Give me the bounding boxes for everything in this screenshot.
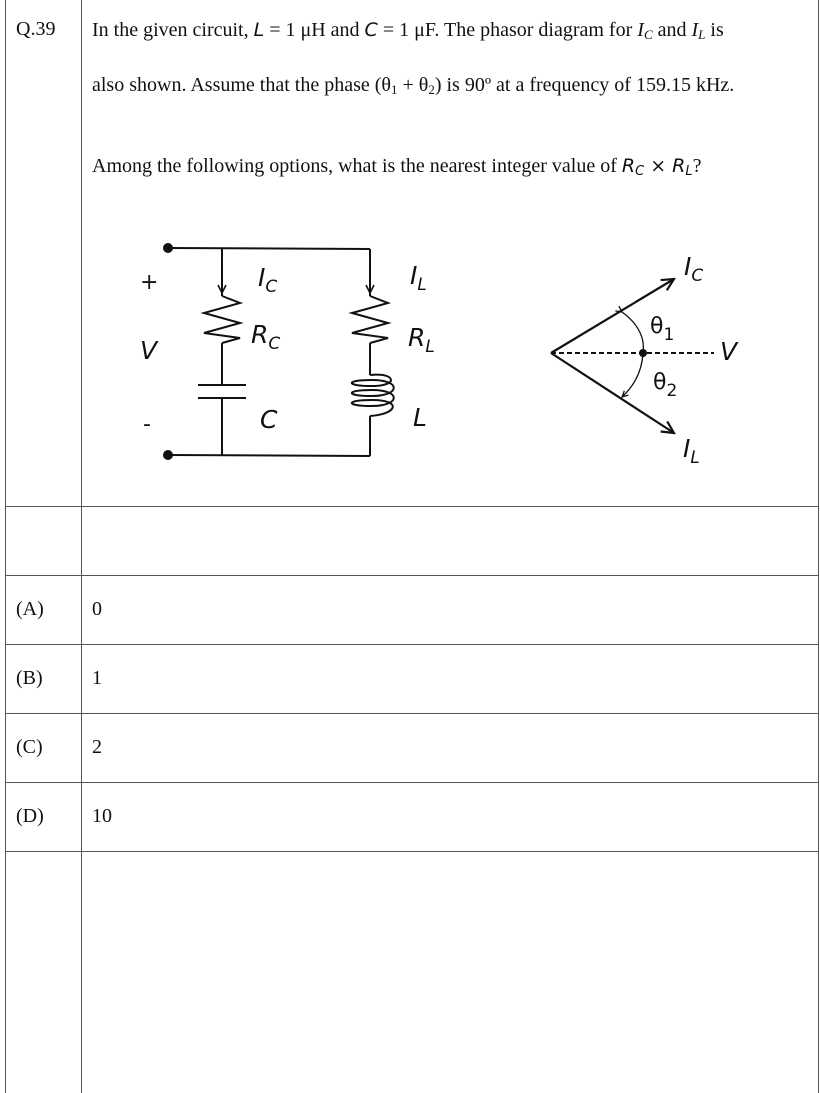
bottom-wire bbox=[168, 455, 370, 456]
ic-sub: C bbox=[265, 277, 278, 297]
minus-label: - bbox=[143, 412, 151, 437]
option-b-value[interactable]: 1 bbox=[92, 667, 102, 689]
rl-sub: L bbox=[425, 337, 435, 357]
current-symbol: I bbox=[691, 19, 699, 41]
text: and bbox=[652, 19, 692, 41]
resistance-symbol: R bbox=[672, 155, 686, 177]
rl-label bbox=[408, 323, 435, 357]
option-a-value[interactable]: 0 bbox=[92, 598, 102, 620]
theta2-sub: 2 bbox=[666, 381, 678, 401]
theta1-main: θ bbox=[650, 314, 664, 339]
subscript: C bbox=[643, 27, 653, 42]
rc-label bbox=[251, 320, 280, 354]
theta1-label bbox=[650, 314, 674, 345]
resistor-rc bbox=[204, 296, 240, 343]
text: Among the following options, what is the nearest integer value of bbox=[92, 155, 622, 177]
circuit-figure bbox=[0, 0, 820, 520]
text: ? bbox=[692, 155, 702, 177]
l-label: L bbox=[413, 403, 427, 432]
subscript: 1 bbox=[390, 82, 398, 97]
text: also shown. Assume that the phase (θ bbox=[92, 74, 391, 96]
ic-main: I bbox=[258, 263, 266, 292]
option-c-label: (C) bbox=[16, 736, 43, 758]
c-label: C bbox=[260, 405, 278, 434]
row-divider bbox=[5, 782, 819, 783]
current-symbol: I bbox=[637, 19, 644, 41]
row-divider bbox=[5, 575, 819, 576]
phasor-ic-label bbox=[684, 252, 703, 286]
text: = 1 μF. The phasor diagram for bbox=[377, 19, 638, 41]
theta1-sub: 1 bbox=[663, 325, 675, 345]
subscript: L bbox=[698, 27, 706, 42]
subscript: C bbox=[635, 164, 645, 179]
theta1-arc bbox=[622, 312, 643, 353]
row-divider bbox=[5, 644, 819, 645]
phasor-v-label: V bbox=[720, 337, 738, 366]
phasor-ic-sub: C bbox=[691, 266, 704, 286]
il-main: I bbox=[410, 261, 418, 290]
phasor-il-label bbox=[683, 434, 700, 468]
text: is bbox=[705, 19, 724, 41]
voltage-label: V bbox=[140, 336, 158, 365]
resistance-symbol: R bbox=[621, 155, 636, 177]
row-divider bbox=[5, 851, 819, 852]
subscript: 2 bbox=[428, 82, 435, 97]
text: In the given circuit, bbox=[92, 19, 254, 41]
phasor-diagram bbox=[551, 279, 714, 433]
plus-label: + bbox=[140, 270, 159, 295]
inductance-symbol: L bbox=[253, 19, 265, 41]
theta2-main: θ bbox=[653, 370, 667, 395]
il-label bbox=[410, 261, 427, 295]
phasor-il-sub: L bbox=[690, 448, 700, 468]
il-sub: L bbox=[417, 275, 427, 295]
theta2-label bbox=[653, 370, 677, 401]
phasor-il-main: I bbox=[683, 434, 691, 463]
option-c-value[interactable]: 2 bbox=[92, 736, 102, 758]
option-a-label: (A) bbox=[16, 598, 44, 620]
row-divider bbox=[5, 713, 819, 714]
question-number: Q.39 bbox=[16, 18, 56, 40]
text: = 1 μH and bbox=[264, 19, 365, 41]
text: ) is 90º at a frequency of 159.15 kHz. bbox=[434, 74, 735, 96]
option-d-value[interactable]: 10 bbox=[92, 805, 112, 827]
rc-main: R bbox=[251, 320, 269, 349]
ic-label bbox=[258, 263, 277, 297]
rl-main: R bbox=[408, 323, 426, 352]
terminal-dot bbox=[164, 451, 172, 459]
times-symbol: × bbox=[644, 155, 673, 177]
inductor-coil bbox=[352, 375, 394, 416]
subscript: L bbox=[685, 164, 693, 179]
top-wire bbox=[168, 248, 370, 249]
phasor-ic-main: I bbox=[684, 252, 692, 281]
option-d-label: (D) bbox=[16, 805, 44, 827]
resistor-rl bbox=[352, 296, 388, 343]
theta2-arc bbox=[622, 353, 643, 397]
rc-sub: C bbox=[268, 334, 281, 354]
text: + θ bbox=[397, 74, 429, 96]
terminal-dot bbox=[164, 244, 172, 252]
capacitance-symbol: C bbox=[364, 19, 378, 41]
option-b-label: (B) bbox=[16, 667, 43, 689]
